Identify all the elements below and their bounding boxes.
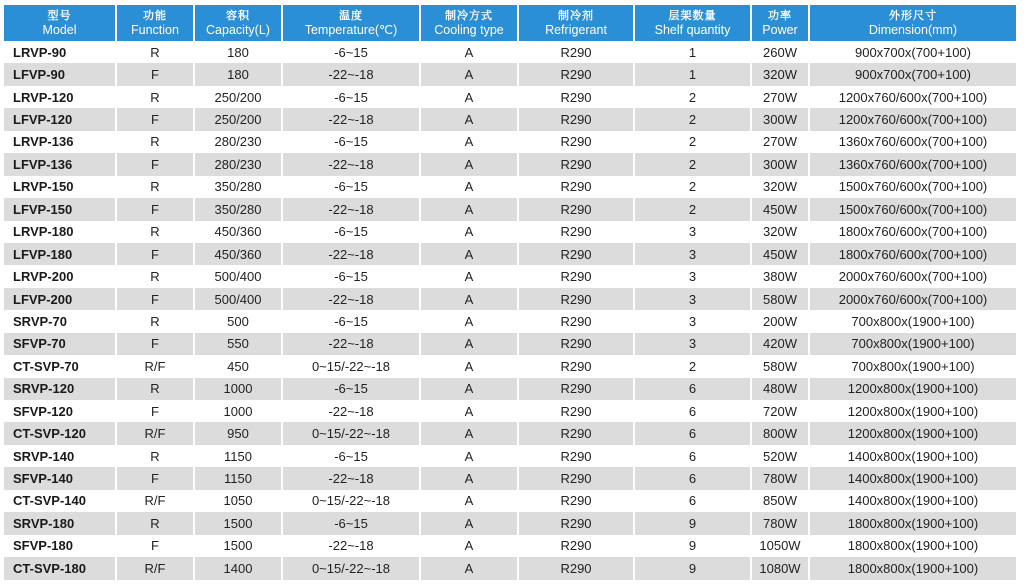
column-header-zh-label: 制冷剂 <box>558 10 594 22</box>
cell-refrigerant: R290 <box>518 512 634 534</box>
cell-temperature: -22~-18 <box>282 108 420 130</box>
cell-model: CT-SVP-180 <box>4 557 116 579</box>
cell-refrigerant: R290 <box>518 198 634 220</box>
cell-model: LFVP-200 <box>4 288 116 310</box>
cell-capacity: 1000 <box>194 378 282 400</box>
cell-power: 520W <box>751 445 809 467</box>
cell-shelf-quantity: 2 <box>634 198 751 220</box>
column-header-refrigerant <box>518 5 634 41</box>
cell-power: 800W <box>751 422 809 444</box>
cell-function: R <box>116 176 194 198</box>
cell-temperature: -22~-18 <box>282 198 420 220</box>
cell-temperature: 0~15/-22~-18 <box>282 355 420 377</box>
cell-temperature: -6~15 <box>282 86 420 108</box>
cell-temperature: -22~-18 <box>282 467 420 489</box>
cell-dimension: 900x700x(700+100) <box>809 63 1016 85</box>
column-header-temperature <box>282 5 420 41</box>
cell-model: SFVP-180 <box>4 535 116 557</box>
cell-dimension: 1360x760/600x(700+100) <box>809 131 1016 153</box>
cell-cooling-type: A <box>420 490 518 512</box>
cell-model: LRVP-136 <box>4 131 116 153</box>
cell-model: SFVP-120 <box>4 400 116 422</box>
cell-capacity: 550 <box>194 333 282 355</box>
cell-shelf-quantity: 2 <box>634 176 751 198</box>
column-header-en-label: Cooling type <box>434 23 504 37</box>
cell-dimension: 1800x800x(1900+100) <box>809 557 1016 579</box>
cell-refrigerant: R290 <box>518 535 634 557</box>
column-header-en-label: Refrigerant <box>545 23 607 37</box>
cell-cooling-type: A <box>420 108 518 130</box>
column-header-en-label: Dimension(mm) <box>868 23 958 37</box>
cell-function: R <box>116 512 194 534</box>
cell-shelf-quantity: 2 <box>634 355 751 377</box>
cell-cooling-type: A <box>420 41 518 63</box>
cell-power: 780W <box>751 467 809 489</box>
cell-dimension: 1400x800x(1900+100) <box>809 490 1016 512</box>
cell-dimension: 700x800x(1900+100) <box>809 355 1016 377</box>
cell-cooling-type: A <box>420 467 518 489</box>
cell-shelf-quantity: 6 <box>634 422 751 444</box>
column-header-shelf-quantity <box>634 5 751 41</box>
cell-model: CT-SVP-70 <box>4 355 116 377</box>
cell-shelf-quantity: 9 <box>634 512 751 534</box>
cell-function: R <box>116 310 194 332</box>
cell-refrigerant: R290 <box>518 41 634 63</box>
table-row <box>4 198 1016 220</box>
cell-cooling-type: A <box>420 355 518 377</box>
cell-dimension: 1400x800x(1900+100) <box>809 467 1016 489</box>
table-row <box>4 422 1016 444</box>
cell-capacity: 250/200 <box>194 108 282 130</box>
cell-refrigerant: R290 <box>518 288 634 310</box>
cell-temperature: -6~15 <box>282 131 420 153</box>
cell-cooling-type: A <box>420 422 518 444</box>
cell-shelf-quantity: 9 <box>634 535 751 557</box>
table-row <box>4 176 1016 198</box>
cell-cooling-type: A <box>420 310 518 332</box>
cell-capacity: 280/230 <box>194 153 282 175</box>
cell-refrigerant: R290 <box>518 310 634 332</box>
cell-cooling-type: A <box>420 243 518 265</box>
cell-refrigerant: R290 <box>518 490 634 512</box>
table-row <box>4 445 1016 467</box>
cell-function: F <box>116 108 194 130</box>
table-row <box>4 86 1016 108</box>
cell-capacity: 180 <box>194 63 282 85</box>
cell-shelf-quantity: 2 <box>634 86 751 108</box>
column-header-zh-label: 层架数量 <box>668 10 717 22</box>
cell-function: R <box>116 86 194 108</box>
cell-power: 380W <box>751 265 809 287</box>
cell-dimension: 1200x800x(1900+100) <box>809 422 1016 444</box>
cell-temperature: 0~15/-22~-18 <box>282 422 420 444</box>
column-header-en-label: Capacity(L) <box>206 23 270 37</box>
cell-cooling-type: A <box>420 153 518 175</box>
cell-temperature: -6~15 <box>282 221 420 243</box>
cell-shelf-quantity: 1 <box>634 63 751 85</box>
cell-shelf-quantity: 6 <box>634 467 751 489</box>
column-header-zh-label: 型号 <box>47 10 72 22</box>
cell-shelf-quantity: 6 <box>634 445 751 467</box>
column-header-en-label: Shelf quantity <box>654 23 731 37</box>
cell-capacity: 280/230 <box>194 131 282 153</box>
cell-shelf-quantity: 9 <box>634 557 751 579</box>
cell-cooling-type: A <box>420 445 518 467</box>
column-header-capacity <box>194 5 282 41</box>
column-header-zh-label: 功率 <box>768 10 792 22</box>
cell-temperature: -6~15 <box>282 512 420 534</box>
cell-capacity: 350/280 <box>194 176 282 198</box>
cell-power: 420W <box>751 333 809 355</box>
cell-refrigerant: R290 <box>518 221 634 243</box>
cell-shelf-quantity: 3 <box>634 310 751 332</box>
cell-temperature: -6~15 <box>282 310 420 332</box>
cell-refrigerant: R290 <box>518 86 634 108</box>
column-header-zh-label: 功能 <box>143 10 167 22</box>
cell-cooling-type: A <box>420 265 518 287</box>
table-row <box>4 221 1016 243</box>
cell-refrigerant: R290 <box>518 243 634 265</box>
table-row <box>4 41 1016 63</box>
cell-capacity: 950 <box>194 422 282 444</box>
cell-refrigerant: R290 <box>518 333 634 355</box>
cell-refrigerant: R290 <box>518 400 634 422</box>
table-row <box>4 288 1016 310</box>
cell-dimension: 1800x800x(1900+100) <box>809 512 1016 534</box>
column-header-zh-label: 容积 <box>226 10 250 22</box>
cell-model: LRVP-120 <box>4 86 116 108</box>
cell-capacity: 180 <box>194 41 282 63</box>
cell-dimension: 900x700x(700+100) <box>809 41 1016 63</box>
cell-dimension: 1800x760/600x(700+100) <box>809 243 1016 265</box>
cell-dimension: 1200x800x(1900+100) <box>809 378 1016 400</box>
cell-refrigerant: R290 <box>518 176 634 198</box>
cell-function: R <box>116 265 194 287</box>
cell-power: 850W <box>751 490 809 512</box>
cell-cooling-type: A <box>420 557 518 579</box>
cell-cooling-type: A <box>420 535 518 557</box>
cell-power: 580W <box>751 355 809 377</box>
cell-shelf-quantity: 3 <box>634 265 751 287</box>
cell-power: 580W <box>751 288 809 310</box>
cell-temperature: -22~-18 <box>282 288 420 310</box>
cell-dimension: 1200x760/600x(700+100) <box>809 108 1016 130</box>
cell-shelf-quantity: 6 <box>634 378 751 400</box>
column-header-cooling-type <box>420 5 518 41</box>
table-row <box>4 512 1016 534</box>
cell-power: 260W <box>751 41 809 63</box>
cell-dimension: 1200x800x(1900+100) <box>809 400 1016 422</box>
cell-refrigerant: R290 <box>518 131 634 153</box>
cell-refrigerant: R290 <box>518 378 634 400</box>
cell-model: SRVP-120 <box>4 378 116 400</box>
column-header-dimension <box>809 5 1016 41</box>
cell-function: R/F <box>116 422 194 444</box>
cell-power: 1080W <box>751 557 809 579</box>
cell-function: R/F <box>116 490 194 512</box>
column-header-zh-label: 外形尺寸 <box>889 10 937 22</box>
cell-capacity: 1400 <box>194 557 282 579</box>
table-row <box>4 557 1016 579</box>
cell-temperature: 0~15/-22~-18 <box>282 490 420 512</box>
column-header-zh-label: 温度 <box>339 10 363 22</box>
table-row <box>4 108 1016 130</box>
column-header-en-label: Power <box>762 23 798 37</box>
cell-refrigerant: R290 <box>518 355 634 377</box>
table-row <box>4 265 1016 287</box>
cell-capacity: 500/400 <box>194 288 282 310</box>
cell-shelf-quantity: 3 <box>634 243 751 265</box>
cell-shelf-quantity: 6 <box>634 490 751 512</box>
cell-temperature: -22~-18 <box>282 243 420 265</box>
cell-cooling-type: A <box>420 131 518 153</box>
cell-refrigerant: R290 <box>518 63 634 85</box>
column-header-model <box>4 5 116 41</box>
cell-power: 300W <box>751 153 809 175</box>
cell-power: 200W <box>751 310 809 332</box>
cell-function: F <box>116 63 194 85</box>
cell-function: F <box>116 153 194 175</box>
cell-power: 270W <box>751 131 809 153</box>
cell-capacity: 500 <box>194 310 282 332</box>
cell-model: CT-SVP-140 <box>4 490 116 512</box>
cell-power: 300W <box>751 108 809 130</box>
cell-capacity: 1000 <box>194 400 282 422</box>
cell-cooling-type: A <box>420 378 518 400</box>
cell-power: 320W <box>751 176 809 198</box>
table-row <box>4 310 1016 332</box>
cell-model: LFVP-180 <box>4 243 116 265</box>
cell-power: 720W <box>751 400 809 422</box>
cell-shelf-quantity: 1 <box>634 41 751 63</box>
table-row <box>4 153 1016 175</box>
cell-dimension: 1400x800x(1900+100) <box>809 445 1016 467</box>
cell-cooling-type: A <box>420 400 518 422</box>
cell-power: 480W <box>751 378 809 400</box>
column-header-en-label: Model <box>42 23 77 37</box>
column-header-en-label: Temperature(℃) <box>304 23 398 37</box>
cell-temperature: -22~-18 <box>282 63 420 85</box>
cell-cooling-type: A <box>420 63 518 85</box>
cell-cooling-type: A <box>420 333 518 355</box>
cell-function: F <box>116 198 194 220</box>
cell-shelf-quantity: 2 <box>634 131 751 153</box>
table-row <box>4 131 1016 153</box>
table-row <box>4 400 1016 422</box>
cell-temperature: -22~-18 <box>282 400 420 422</box>
table-row <box>4 243 1016 265</box>
cell-temperature: -6~15 <box>282 445 420 467</box>
cell-shelf-quantity: 2 <box>634 153 751 175</box>
cell-refrigerant: R290 <box>518 467 634 489</box>
cell-model: LFVP-136 <box>4 153 116 175</box>
cell-refrigerant: R290 <box>518 422 634 444</box>
cell-capacity: 1050 <box>194 490 282 512</box>
cell-power: 320W <box>751 221 809 243</box>
cell-model: LRVP-150 <box>4 176 116 198</box>
cell-temperature: -22~-18 <box>282 333 420 355</box>
cell-shelf-quantity: 6 <box>634 400 751 422</box>
header-row <box>4 5 1016 41</box>
cell-capacity: 250/200 <box>194 86 282 108</box>
cell-power: 1050W <box>751 535 809 557</box>
cell-power: 450W <box>751 243 809 265</box>
table-header <box>4 5 1016 41</box>
cell-power: 320W <box>751 63 809 85</box>
cell-capacity: 1500 <box>194 535 282 557</box>
cell-capacity: 1500 <box>194 512 282 534</box>
cell-cooling-type: A <box>420 221 518 243</box>
cell-function: R <box>116 221 194 243</box>
cell-dimension: 2000x760/600x(700+100) <box>809 265 1016 287</box>
cell-temperature: -6~15 <box>282 41 420 63</box>
cell-model: CT-SVP-120 <box>4 422 116 444</box>
cell-model: SFVP-140 <box>4 467 116 489</box>
cell-dimension: 2000x760/600x(700+100) <box>809 288 1016 310</box>
cell-dimension: 1800x760/600x(700+100) <box>809 221 1016 243</box>
cell-dimension: 1500x760/600x(700+100) <box>809 198 1016 220</box>
cell-refrigerant: R290 <box>518 445 634 467</box>
column-header-en-label: Function <box>131 23 179 37</box>
cell-refrigerant: R290 <box>518 153 634 175</box>
cell-cooling-type: A <box>420 288 518 310</box>
cell-refrigerant: R290 <box>518 108 634 130</box>
cell-function: F <box>116 288 194 310</box>
cell-power: 780W <box>751 512 809 534</box>
cell-model: LRVP-180 <box>4 221 116 243</box>
table-body <box>4 41 1016 580</box>
cell-dimension: 1200x760/600x(700+100) <box>809 86 1016 108</box>
cell-model: SRVP-140 <box>4 445 116 467</box>
cell-temperature: -22~-18 <box>282 535 420 557</box>
cell-model: SFVP-70 <box>4 333 116 355</box>
cell-shelf-quantity: 3 <box>634 333 751 355</box>
cell-power: 270W <box>751 86 809 108</box>
cell-function: F <box>116 467 194 489</box>
cell-shelf-quantity: 2 <box>634 108 751 130</box>
column-header-zh-label: 制冷方式 <box>445 10 493 22</box>
cell-dimension: 1360x760/600x(700+100) <box>809 153 1016 175</box>
cell-capacity: 350/280 <box>194 198 282 220</box>
cell-model: SRVP-70 <box>4 310 116 332</box>
table-row <box>4 333 1016 355</box>
cell-capacity: 1150 <box>194 445 282 467</box>
column-header-function <box>116 5 194 41</box>
cell-dimension: 700x800x(1900+100) <box>809 310 1016 332</box>
cell-capacity: 450/360 <box>194 221 282 243</box>
cell-temperature: 0~15/-22~-18 <box>282 557 420 579</box>
cell-capacity: 500/400 <box>194 265 282 287</box>
cell-shelf-quantity: 3 <box>634 288 751 310</box>
cell-function: F <box>116 243 194 265</box>
table-row <box>4 355 1016 377</box>
cell-cooling-type: A <box>420 198 518 220</box>
cell-dimension: 1800x800x(1900+100) <box>809 535 1016 557</box>
cell-function: R <box>116 131 194 153</box>
cell-capacity: 1150 <box>194 467 282 489</box>
cell-cooling-type: A <box>420 512 518 534</box>
cell-function: F <box>116 333 194 355</box>
cell-model: LFVP-150 <box>4 198 116 220</box>
table-row <box>4 467 1016 489</box>
cell-cooling-type: A <box>420 86 518 108</box>
cell-function: R <box>116 445 194 467</box>
cell-capacity: 450/360 <box>194 243 282 265</box>
cell-function: R <box>116 378 194 400</box>
cell-model: LRVP-90 <box>4 41 116 63</box>
cell-model: LFVP-90 <box>4 63 116 85</box>
table-row <box>4 378 1016 400</box>
cell-capacity: 450 <box>194 355 282 377</box>
cell-refrigerant: R290 <box>518 265 634 287</box>
cell-function: F <box>116 400 194 422</box>
cell-temperature: -6~15 <box>282 176 420 198</box>
cell-cooling-type: A <box>420 176 518 198</box>
cell-power: 450W <box>751 198 809 220</box>
cell-dimension: 700x800x(1900+100) <box>809 333 1016 355</box>
cell-temperature: -6~15 <box>282 265 420 287</box>
cell-refrigerant: R290 <box>518 557 634 579</box>
cell-function: R/F <box>116 355 194 377</box>
cell-function: R/F <box>116 557 194 579</box>
cell-model: LRVP-200 <box>4 265 116 287</box>
table-row <box>4 490 1016 512</box>
cell-function: R <box>116 41 194 63</box>
cell-model: LFVP-120 <box>4 108 116 130</box>
cell-dimension: 1500x760/600x(700+100) <box>809 176 1016 198</box>
column-header-power <box>751 5 809 41</box>
product-spec-table <box>4 5 1016 580</box>
table-row <box>4 535 1016 557</box>
cell-temperature: -6~15 <box>282 378 420 400</box>
table-row <box>4 63 1016 85</box>
cell-temperature: -22~-18 <box>282 153 420 175</box>
cell-function: F <box>116 535 194 557</box>
cell-model: SRVP-180 <box>4 512 116 534</box>
cell-shelf-quantity: 3 <box>634 221 751 243</box>
